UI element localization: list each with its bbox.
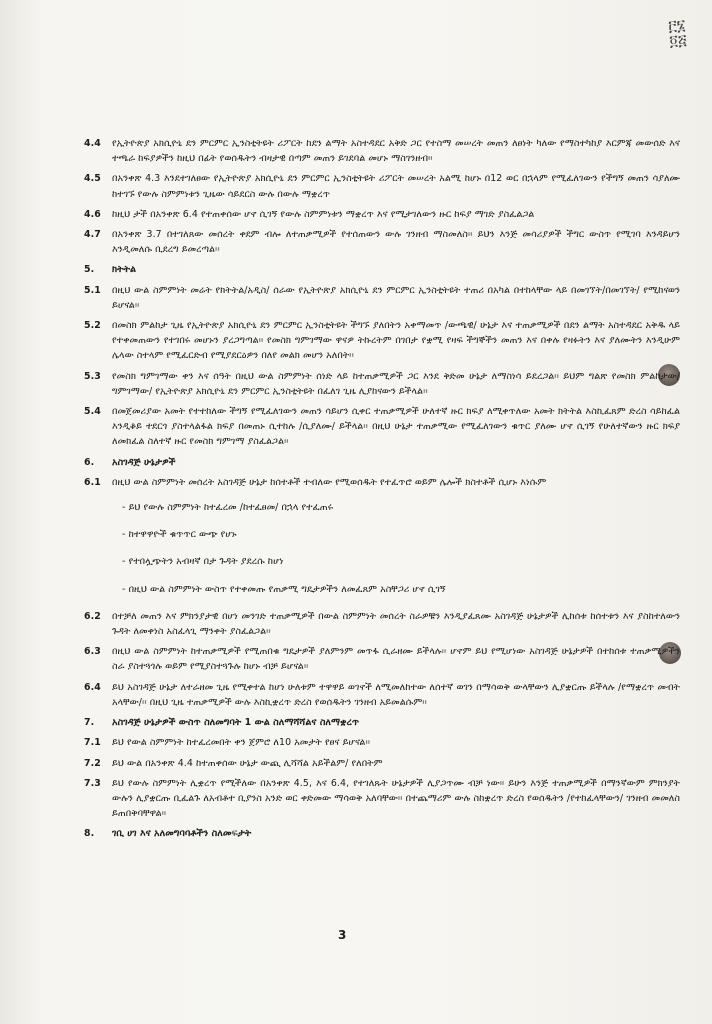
clause-number: 5.2 — [84, 320, 101, 332]
clause-text: አስገዳጅ ሁኔታዎች — [112, 456, 176, 468]
clause-text: ይህ አስገዳጅ ሁኔታ ለተራዘመ ጊዜ የሚቀተል ከሆነ ሁለቱም ተዋዋይ ወገኖች ለሚመለከተው ለሰተኛ ወገን በማሳወቅ ውላቸውን ሊያቋርጡ ይችላሉ /የማቋረጥ መብት አላቸው/፡፡ በዚህ ጊዜ ተጠቃሚዎች ውሉ እስኪቋረጥ ድረስ የወሰዱትን ገንዘብ አይመልሱም፡፡ — [112, 681, 680, 708]
bullet-item: - በዚህ ውል ስምምነት ውስጥ የተቀመጡ የጠቃሚ ግዴታዎችን ለመፈጸም አስቸጋሪ ሆኖ ሲገኝ — [122, 583, 446, 595]
clause-number: 7.1 — [84, 737, 101, 749]
clause-text: ከዚህ ታች በአንቀጽ 6.4 የተጠቀሰው ሆኖ ሲገኝ የውሉ ስምምነቱን ማቋረጥ እና የሚታገለውን ዙር ከፍያ ማገድ ያስፈልጋል — [112, 208, 535, 220]
section-heading — [84, 826, 680, 841]
clause-text: ይህ ውል በአንቀጽ 4.4 ከተጠቀሰው ሁኔታ ውጪ ሊሻሻል አይችልም/ የለበትም — [112, 757, 383, 769]
clause-item — [84, 136, 680, 166]
clause-text: በመስክ ምልከታ ጊዜ የኢትዮጵያ አክሲዮኒ ደን ምርምር ኢንስቲትዩት ችግኙ ያለበትን አቀማመጥ /ውጫዊ/ ሁኔታ እና ተጠቃሚዎች በደን ልማት አስተዳደር አቅዱ ላይ የተቀመጠውን የተገበሩ መሆኑን ያረጋግጣል፡፡ የመስክ ግምገማው ዋናዎ ትኩረትም በገበታ የቋሚ የዛፍ ችግኞችን መጠን እና በቀሉ የዛፉትን እና ያለሙትን እንዲሁም ሌላው ስተላም የሚፈርድብ የሚያደርዕዎን በለየ መልክ መሆን አለበት፡፡ — [112, 320, 680, 362]
clause-number: 4.5 — [84, 173, 101, 185]
clause-number: 5.4 — [84, 406, 101, 418]
bullet-item: - ይህ የውሉ ስምምነት ከተፈረመ /ከተፈፀመ/ በኋላ የተፈጠሩ — [122, 502, 334, 514]
clause-text: በተቻለ መጠን እና ምክንያታዊ በሆነ መንገድ ተጠቃሚዎች በውል ስምምነት መሰረት ስራዎቹን እንዲያፈጸሙ አስገዳጅ ሁኔታዎች ሊከሰቱ ከሰተቱን እና ያስከተለውን ጉዳት ለመቀነስ አስፈላጊ ማንቀት ያስፈልጋል፡፡ — [112, 610, 680, 638]
clause-text: የመስክ ግምገማው ቀን እና ሰዓት በዚህ ውል ስምምነት ሰነድ ላይ ከተጠቃሚዎች ጋር እንደ ቅድመ ሁኔታ ለማስነሳ ይደረጋል፡፡ ይህም ግልጽ የመስክ ምልከታው/ግምገማው/ የኢትዮጵያ አክሲዮኒ ደን ምርምር ኢንስቲትዩት በፈለገ ጊዜ ሊያከናውን ይችላል፡፡ — [112, 370, 680, 397]
page-stamp-number: ፫፮ ፬፭ — [667, 15, 688, 51]
clause-number: 6.2 — [84, 610, 101, 622]
clause-number: 7.2 — [84, 757, 101, 769]
clause-number: 5.1 — [84, 284, 101, 296]
clause-text: በአንቀጽ 3.7 በተገለጸው መሰረት ቀደም ብሎ ለተጠቃሚዎች የተሰጠውን ውሉ ገንዘብ ማስመለስ፡፡ ይህን እንጅ መሳሪያዎች ችግር ውስጥ የሚገባ እንዳይሆን እንዲመለሱ ቢደረግ ይመረጣል፡፡ — [112, 229, 680, 256]
clause-item — [84, 756, 680, 771]
clause-number: 7.3 — [84, 777, 101, 789]
clause-number: 7. — [84, 717, 95, 729]
clause-number: 5. — [84, 264, 95, 276]
clause-number: 6.4 — [84, 681, 101, 693]
clause-number: 6.1 — [84, 476, 101, 488]
clause-text: አስገዳጅ ሁኔታዎች ውስጥ ስለመግባት 1 ውል ስለማሻሻልና ስለማቋረጥ — [112, 717, 360, 729]
section-heading — [84, 262, 680, 277]
page-number: 3 — [338, 928, 347, 942]
clause-text: በዚህ ውል ስምምነት ከተጠቃሚዎች የሚጠበቁ ግዴታዎች ያለምንም መጥፋ ሲራዘሙ ይችላሉ፡፡ ሆኖም ይህ የሚሆነው አስገዳጅ ሁኔታዎች በተከሰቱ ተጠቃሚዎችን ስራ ያስተጓጎሉ ወይም የሚያስተጓጉሉ ከሆኑ ብቻ ይሆናል፡፡ — [112, 646, 680, 673]
clause-item — [84, 644, 680, 674]
clause-item — [84, 735, 680, 750]
clause-number: 6.3 — [84, 646, 101, 658]
section-heading — [84, 455, 680, 470]
clause-item — [84, 207, 680, 222]
bullet-item: - ከተዋዋዮች ቁጥጥር ውጭ የሆኑ — [122, 529, 237, 541]
bullet-item: - የተበሏጭትን አብዛኛ በታ ጉዳት ያደረሱ ከሆነ — [122, 556, 284, 568]
clause-text: በዚህ ውል ስምምነት መሰረት አስገዳጅ ሁኔታ ከሰተቶች ተብለው የሚወሰዱት የተፈጥሮ ወይም ሌሎች ክስተቶች ሲሆኑ እነሱም — [112, 476, 547, 488]
clause-number: 6. — [84, 456, 95, 468]
document-body — [84, 136, 680, 847]
clause-item — [84, 475, 680, 490]
clause-item — [84, 609, 680, 639]
clause-number: 4.7 — [84, 229, 101, 241]
clause-item — [84, 404, 680, 450]
clause-item — [84, 171, 680, 201]
bullet-list — [84, 500, 680, 597]
clause-number: 4.4 — [84, 138, 101, 149]
clause-number: 5.3 — [84, 370, 101, 382]
clause-text: የኢትዮጵያ አክሲዮኒ ደን ምርምር ኢንስቲትዩት ሪፖርት ከደን ልማት አስተዳደር አቅድ ጋር የተስማ መሠረት መጠን ለፀነት ካለው የማስተካከያ እርምጃ መውሰድ እና ተጫራ ከፍያዎችን ከዚህ በፊት የወሰዱትን ብዛታዊ በጣም መጠን ይገደባል መሆኑ ማስገንዘብ፡፡ — [112, 138, 681, 165]
clause-item — [84, 776, 680, 822]
clause-text: በአንቀጽ 4.3 እንደተገለፀው የኢትዮጵያ አክሲዮኒ ደን ምርምር ኢንስቲትዩት ሪፖርት መሠረት አልሚ ከሆኑ በ12 ወር በኋላም የሚፈለገውን የችግኝ መጠን ሳያለሙ ከተገኙ የውሉ ስምምነቱን ጊዜው ሳይደርስ ውሉ በውሉ ማቋረጥ — [112, 173, 681, 200]
section-heading — [84, 715, 680, 730]
clause-item — [84, 283, 680, 313]
clause-item — [84, 318, 680, 364]
clause-text: በዚህ ውል ስምምነት መሬት የክትትል/አዲስ/ ሰራው የኢትዮጵያ አክሲዮኒ ደን ምርምር ኢንስቲትዩት ተጠሪ በአካል በተከላቸው ላይ በመገኘት/በመገኘት/ የሚከናወን ይሆናል፡፡ — [112, 284, 680, 311]
clause-text: ክትትል — [112, 264, 137, 276]
clause-item — [84, 227, 680, 257]
clause-number: 4.6 — [84, 208, 101, 220]
clause-item — [84, 680, 680, 710]
clause-number: 8. — [84, 828, 95, 840]
clause-text: ገቢ ሀገ እና አለመግባባቶችን ስለመፍታት — [112, 828, 252, 840]
clause-text: በመጀመሪያው አመት የተተከለው ችግኝ የሚፈለገውን መጠን ሳይሆን ሲቀር ተጠቃሚዎች ሁለተኛ ዙር ክፍያ ለሚቀጥለው አመት ክትትል እስኪፈጸም ድረስ ሳይከፈል እንዲቆይ ተደርጎ ያስተላልፋል ክፍያ በመጠኑ ሲተከሉ /ሲያለሙ/ ይችላል፡፡ በዚህ ሁኔታ ተጠቃሚው የሚፈለገውን ቁጥር ያለሙ ሆኖ ሲገኝ የሁለተኛውን ዙር ክፍያ ለመክፈል ስለተኛ ዙር የመስክ ግምገማ ያስፈልጋል፡፡ — [112, 406, 680, 448]
clause-item — [84, 369, 680, 399]
clause-text: ይህ የውሉ ስምምነት ሊቋረጥ የሚችለው በአንቀጽ 4.5, እና 6.4, የተገለጹት ሁኔታዎች ሊያጋጥሙ ብቻ ነው፡፡ ይሁን እንጅ ተጠቃሚዎች በማንኛውም ምክንያት ውሉን ሊያቋርጡ ቢፈልጉ ለአብቶተ ቢያንስ አንድ ወር ቀድመው ማሳወቅ አለባቸው፡፡ በተጨማሪም ውሉ ስከቋረጥ ድረስ የወሰዱትን /የተከፈላቸውን/ ገንዘብ መመለስ ይጠበቅባቸዋል፡፡ — [112, 777, 680, 820]
clause-text: ይህ የውል ስምምነት ከተፈረመበት ቀን ጀምሮ ለ10 አመታት የፀና ይሆናል፡፡ — [112, 737, 371, 749]
